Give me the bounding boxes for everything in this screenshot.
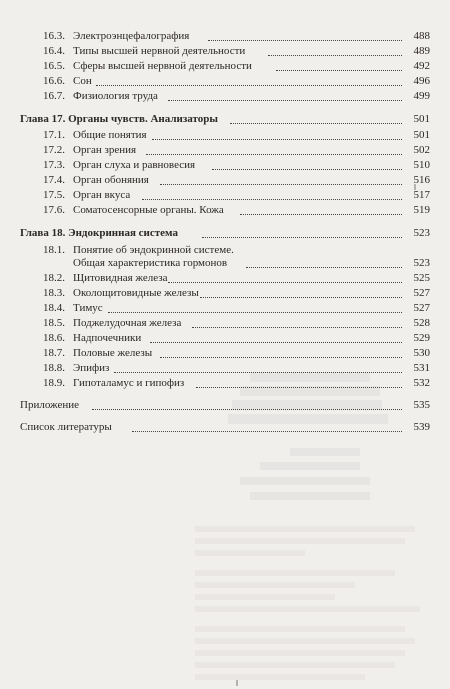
- toc-section-page: 539: [413, 421, 430, 433]
- toc-entry-title: Половые железы: [73, 347, 153, 359]
- dot-leader: [276, 70, 402, 71]
- toc-entry: [0, 331, 450, 345]
- toc-entry-number: 17.2.: [43, 144, 65, 156]
- toc-section-title: Список литературы: [20, 421, 112, 433]
- dot-leader: [168, 100, 402, 101]
- toc-entry-title: Сферы высшей нервной деятельности: [73, 60, 252, 72]
- toc-entry: [0, 74, 450, 88]
- toc-chapter-title: Глава 18. Эндокринная система: [20, 227, 178, 239]
- dot-leader: [212, 169, 402, 170]
- dot-leader: [146, 154, 402, 155]
- toc-entry-title: Соматосенсорные органы. Кожа: [73, 204, 224, 216]
- toc-entry-title: Околощитовидные железы: [73, 287, 199, 299]
- toc-entry-page: 499: [413, 90, 430, 102]
- toc-entry-number: 18.4.: [43, 302, 65, 314]
- toc-entry-page: 501: [413, 129, 430, 141]
- toc-entry: [0, 188, 450, 202]
- toc-entry: [0, 316, 450, 330]
- toc-entry-number: 18.9.: [43, 377, 65, 389]
- toc-entry: [0, 44, 450, 58]
- toc-entry-number: 16.6.: [43, 75, 65, 87]
- toc-entry-page: 530: [413, 347, 430, 359]
- toc-entry-title: Тимус: [73, 302, 103, 314]
- toc-entry-number: 16.7.: [43, 90, 65, 102]
- toc-entry-number: 16.4.: [43, 45, 65, 57]
- dot-leader: [168, 282, 402, 283]
- toc-entry-title: Надпочечники: [73, 332, 142, 344]
- toc-entry-title: Электроэнцефалография: [73, 30, 190, 42]
- toc-entry-page: 516: [413, 174, 430, 186]
- dot-leader: [230, 123, 402, 124]
- toc-entry-number: 18.1.: [43, 244, 65, 256]
- toc-section-page: 535: [413, 399, 430, 411]
- print-mark: [414, 184, 416, 190]
- toc-entry-title: Физиология труда: [73, 90, 158, 102]
- toc-entry: [0, 286, 450, 300]
- toc-entry-number: 17.4.: [43, 174, 65, 186]
- toc-entry-page: 488: [413, 30, 430, 42]
- toc-entry: [0, 243, 450, 257]
- toc-entry-page: 527: [413, 287, 430, 299]
- toc-entry-page: 529: [413, 332, 430, 344]
- toc-entry: [0, 89, 450, 103]
- toc-entry-page: 532: [413, 377, 430, 389]
- toc-entry-number: 18.8.: [43, 362, 65, 374]
- toc-entry-page: 496: [413, 75, 430, 87]
- toc-section: [0, 398, 450, 412]
- toc-entry-page: 517: [413, 189, 430, 201]
- toc-entry-number: 16.3.: [43, 30, 65, 42]
- toc-entry-title: Эпифиз: [73, 362, 110, 374]
- toc-entry-page: 519: [413, 204, 430, 216]
- toc-entry: [0, 29, 450, 43]
- toc-entry-number: 18.2.: [43, 272, 65, 284]
- toc-entry: [0, 158, 450, 172]
- dot-leader: [202, 237, 402, 238]
- toc-entry-title: Орган зрения: [73, 144, 137, 156]
- dot-leader: [240, 214, 402, 215]
- dot-leader: [200, 297, 402, 298]
- toc-entry-title: Гипоталамус и гипофиз: [73, 377, 185, 389]
- toc-entry-page: 510: [413, 159, 430, 171]
- toc-entry-number: 17.1.: [43, 129, 65, 141]
- toc-chapter-page: 501: [413, 113, 430, 125]
- toc-entry-page: 489: [413, 45, 430, 57]
- toc-entry: [0, 376, 450, 390]
- dot-leader: [132, 431, 402, 432]
- toc-chapter: [0, 112, 450, 126]
- toc-entry-title: Орган обоняния: [73, 174, 149, 186]
- toc-entry-number: 17.3.: [43, 159, 65, 171]
- toc-entry-title: Орган вкуса: [73, 189, 131, 201]
- toc-entry-title: Общие понятия: [73, 129, 147, 141]
- toc-entry: [0, 346, 450, 360]
- toc-chapter-title: Глава 17. Органы чувств. Анализаторы: [20, 113, 218, 125]
- toc-entry-number: 17.5.: [43, 189, 65, 201]
- dot-leader: [160, 184, 402, 185]
- dot-leader: [208, 40, 402, 41]
- dot-leader: [192, 327, 402, 328]
- dot-leader: [160, 357, 402, 358]
- toc-entry-title: Поджелудочная железа: [73, 317, 182, 329]
- dot-leader: [142, 199, 402, 200]
- toc-entry: [0, 301, 450, 315]
- toc-entry-page: 525: [413, 272, 430, 284]
- dot-leader: [268, 55, 402, 56]
- toc-entry-page: 527: [413, 302, 430, 314]
- toc-entry-page: 502: [413, 144, 430, 156]
- toc-entry-number: 18.6.: [43, 332, 65, 344]
- toc-entry-number: 16.5.: [43, 60, 65, 72]
- toc-entry-page: 523: [413, 257, 430, 269]
- toc-entry-number: 17.6.: [43, 204, 65, 216]
- toc-entry: [0, 128, 450, 142]
- toc-entry-number: 18.7.: [43, 347, 65, 359]
- toc-entry-title: Общая характеристика гормонов: [73, 257, 228, 269]
- toc-entry: [0, 143, 450, 157]
- dot-leader: [108, 312, 402, 313]
- toc-entry-title: Понятие об эндокринной системе.: [73, 244, 234, 256]
- toc-chapter-page: 523: [413, 227, 430, 239]
- dot-leader: [150, 342, 402, 343]
- toc-entry-title: Щитовидная железа: [73, 272, 168, 284]
- toc-entry-page: 531: [413, 362, 430, 374]
- print-mark: [236, 680, 238, 686]
- toc-entry-title: Сон: [73, 75, 92, 87]
- toc-chapter: [0, 226, 450, 240]
- toc-entry-number: 18.5.: [43, 317, 65, 329]
- toc-entry: [0, 361, 450, 375]
- toc-entry: [0, 264, 450, 284]
- toc-entry-page: 528: [413, 317, 430, 329]
- dot-leader: [152, 139, 402, 140]
- toc-entry: [0, 173, 450, 187]
- dot-leader: [96, 85, 402, 86]
- toc-section-title: Приложение: [20, 399, 80, 411]
- toc-entry: [0, 203, 450, 217]
- toc-entry-page: 492: [413, 60, 430, 72]
- toc-entry: [0, 59, 450, 73]
- toc-entry-title: Типы высшей нервной деятельности: [73, 45, 246, 57]
- toc-entry-title: Орган слуха и равновесия: [73, 159, 196, 171]
- toc-entry-number: 18.3.: [43, 287, 65, 299]
